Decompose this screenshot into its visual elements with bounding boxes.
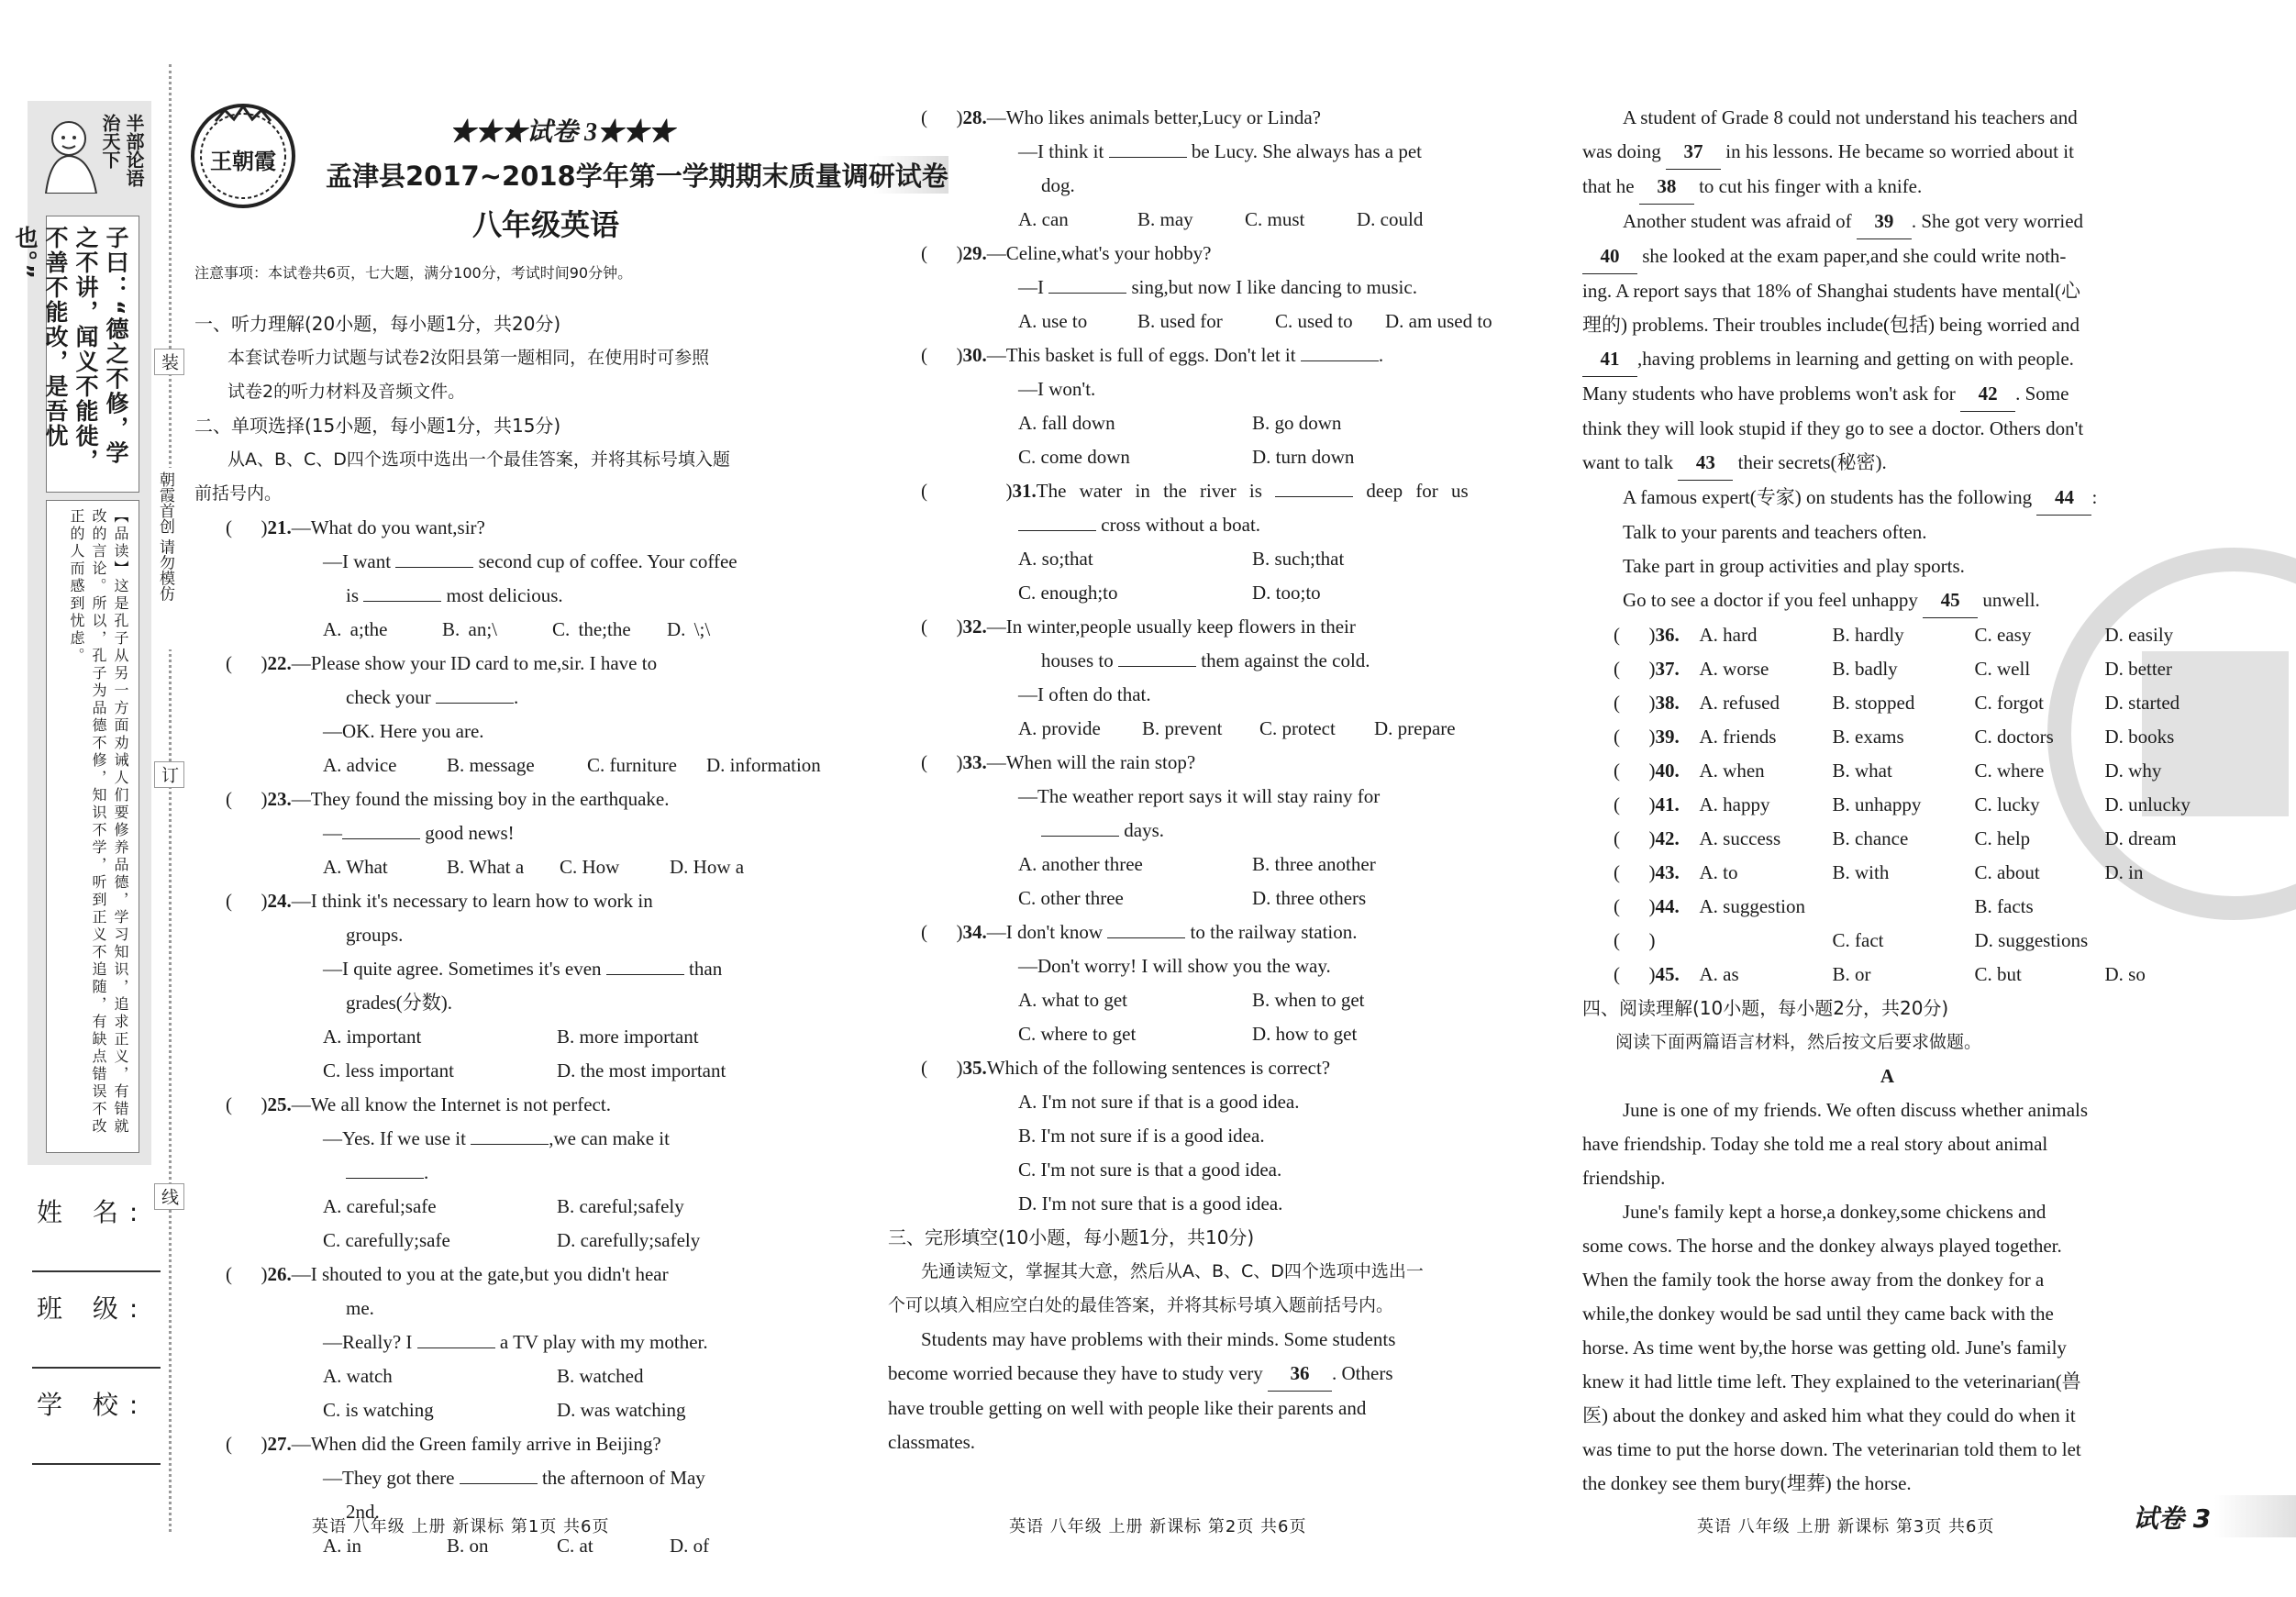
footer-page-3: 英语 八年级 上册 新课标 第3页 共6页 [1697, 1517, 1995, 1536]
question-30: ( )30.—This basket is full of eggs. Don't let it . —I won't. A. fall down B. go down C. come down D. turn down [921, 344, 1384, 468]
answer-bracket[interactable]: ( ) [226, 1093, 268, 1115]
question-34: ( )34.—I don't know to the railway station. —Don't worry! I will show you the way. A. what to get B. when to get C. where to get D. how to get [921, 921, 1365, 1045]
answer-bracket[interactable]: ( ) [226, 1263, 268, 1285]
passage-line: 理的) problems. Their troubles include(包括) being worried and [1582, 314, 2080, 336]
answer-bracket[interactable]: ( ) [1614, 895, 1656, 917]
passage-line: was doing 37 in his lessons. He became so worried about it [1582, 135, 2192, 170]
answer-bracket[interactable]: ( ) [921, 921, 963, 943]
option: A. refused [1699, 692, 1780, 714]
cloze-option-row [1582, 822, 2192, 856]
cloze-line-3: have trouble getting on well with people like their parents and [888, 1397, 1367, 1419]
footer-page-1: 英语 八年级 上册 新课标 第1页 共6页 [312, 1517, 610, 1536]
cloze-option-row [1582, 686, 2192, 720]
answer-bracket[interactable]: ( ) [921, 344, 963, 366]
option: D. started [2104, 692, 2180, 714]
blank[interactable] [460, 1483, 538, 1484]
passage-line: Take part in group activities and play sports. [1623, 555, 1965, 577]
option: C. easy [1974, 624, 2032, 646]
option: C. doctors [1974, 726, 2054, 748]
option: A. hard [1699, 624, 1758, 646]
option: C. forgot [1974, 692, 2044, 714]
question-21: ( )21.—What do you want,sir? —I want second cup of coffee. Your coffee is most delicious. A. a;the B. an;\ C. the;the D. \;\ [226, 516, 738, 640]
blank[interactable] [1118, 666, 1196, 667]
binding-label-ding: 订 [154, 761, 184, 788]
cloze-line-1: Students may have problems with their minds. Some students [921, 1328, 1396, 1350]
option: B. with [1832, 861, 1890, 883]
blank[interactable] [1107, 937, 1185, 938]
reading-line: have friendship. Today she told me a real story about animal [1582, 1133, 2048, 1155]
cloze-option-row [1582, 754, 2192, 788]
commentary-text: 【品读】这是孔子从另一方面劝诫人们要修养品德，学习知识，追求正义，有错就改的言论。所以，孔子为品德不修，知识不学，听到正义不追随，有缺点错误不改正的人而感到忧虑。 [68, 508, 129, 1136]
option: A. friends [1699, 726, 1777, 748]
binding-label-xian: 线 [154, 1183, 184, 1210]
section-2-title: 二、单项选择(15小题，每小题1分，共15分) [194, 415, 561, 437]
passage-line: Talk to your parents and teachers often. [1623, 521, 1927, 543]
blank[interactable] [395, 567, 473, 568]
class-field[interactable] [32, 1367, 161, 1369]
footer-tag [2091, 1495, 2296, 1537]
blank-37[interactable]: 37 [1666, 135, 1721, 170]
question-23: ( )23.—They found the missing boy in the earthquake. — good news! A. What B. What a C. How D. How a [226, 788, 745, 878]
brand-logo [188, 101, 298, 211]
answer-bracket[interactable]: ( ) [1614, 929, 1656, 951]
question-number: 37. [1655, 658, 1680, 680]
quote-box [12, 216, 139, 493]
reading-line: June is one of my friends. We often discuss whether animals [1623, 1099, 2089, 1121]
cloze-line-2: become worried because they have to study very 36 . Others [888, 1357, 1504, 1392]
reading-line: knew it had little time left. They explained to the veterinarian(兽 [1582, 1370, 2081, 1392]
section-1-title: 一、听力理解(20小题，每小题1分，共20分) [194, 313, 561, 335]
cloze-line-4: classmates. [888, 1431, 976, 1453]
reading-line: When the family took the horse away from the donkey for a [1582, 1269, 2045, 1291]
cloze-options [1582, 618, 2192, 992]
subject-title: 八年级英语 [472, 207, 620, 242]
answer-bracket[interactable]: ( ) [1614, 624, 1656, 646]
logo-text: 王朝霞 [210, 148, 276, 174]
question-25: ( )25.—We all know the Internet is not perfect. —Yes. If we use it ,we can make it . A. careful;safe B. careful;safely C. carefully;safe D. carefully;safely [226, 1093, 701, 1251]
option: A. when [1699, 760, 1765, 782]
blank-39[interactable]: 39 [1857, 205, 1912, 239]
passage-line: think they will look stupid if they go to see a doctor. Others don't [1582, 417, 2084, 439]
blank[interactable] [606, 974, 684, 975]
answer-bracket[interactable]: ( ) [921, 616, 963, 638]
footer-tag-text: 试卷 3 [2133, 1503, 2212, 1534]
answer-bracket[interactable]: ( ) [921, 751, 963, 773]
passage-line: 41 ,having problems in learning and getting on with people. [1582, 342, 2192, 377]
option: A. as [1699, 963, 1739, 985]
question-28: ( )28.—Who likes animals better,Lucy or Linda? —I think it be Lucy. She always has a pet dog. A. can B. may C. must D. could [921, 106, 1424, 230]
blank[interactable] [1018, 530, 1096, 531]
passage-line: Many students who have problems won't ask for 42 . Some [1582, 377, 2192, 412]
confucius-quote: 子曰：“德之不修，学之不讲，闻义不能徙，不善不能改，是吾忧也。” [12, 226, 129, 473]
answer-bracket[interactable]: ( ) [921, 106, 963, 128]
cloze-option-row [1582, 720, 2192, 754]
option: C. but [1974, 963, 2022, 985]
blank[interactable] [1048, 293, 1126, 294]
answer-bracket[interactable]: ( ) [1614, 658, 1656, 680]
option: B. stopped [1832, 692, 1915, 714]
option: C. about [1974, 861, 2040, 883]
answer-bracket[interactable]: ( ) [226, 788, 268, 810]
option: D. in [2104, 861, 2144, 883]
blank-41[interactable]: 41 [1582, 342, 1637, 377]
answer-bracket[interactable]: ( ) [1614, 963, 1656, 985]
option: B. hardly [1832, 624, 1904, 646]
passage-line: A famous expert(专家) on students has the following 44 : [1582, 481, 2192, 516]
option: B. exams [1832, 726, 1904, 748]
passage-line: A student of Grade 8 could not understand his teachers and [1623, 106, 2078, 128]
answer-bracket[interactable]: ( ) [1614, 793, 1656, 815]
comment-box [46, 500, 139, 1153]
question-32: ( )32.—In winter,people usually keep flowers in their houses to them against the cold. —I often do that. A. provide B. prevent C. protect D. prepare [921, 616, 1456, 739]
option: C. lucky [1974, 793, 2040, 815]
option: A. suggestion [1699, 895, 1805, 917]
option: D. books [2104, 726, 2175, 748]
option: D. why [2104, 760, 2162, 782]
question-number: 36. [1655, 624, 1680, 646]
question-26: ( )26.—I shouted to you at the gate,but you didn't hear me. —Really? I a TV play with my mother. A. watch B. watched C. is watching D. was watching [226, 1263, 708, 1421]
binding-label-zhuang: 装 [154, 349, 184, 375]
option: D. suggestions [1974, 929, 2089, 951]
option: B. badly [1832, 658, 1898, 680]
blank-43[interactable]: 43 [1678, 446, 1733, 481]
answer-bracket[interactable]: ( ) [921, 242, 963, 264]
question-24: ( )24.—I think it's necessary to learn how to work in groups. —I quite agree. Sometimes it's even than grades(分数). A. important B. more important C. less important D. the most important [226, 890, 727, 1081]
section-4-instruction: 阅读下面两篇语言材料，然后按文后要求做题。 [1615, 1032, 1982, 1052]
option: C. where [1974, 760, 2045, 782]
blank[interactable] [436, 703, 514, 704]
question-number: 40. [1655, 760, 1680, 782]
passage-a-heading: A [1880, 1065, 1895, 1087]
question-number: 39. [1655, 726, 1680, 748]
cloze-option-row [1582, 958, 2192, 992]
school-label: 学 校: [37, 1390, 150, 1420]
section-1-note-2: 试卷2的听力材料及音频文件。 [227, 382, 466, 402]
reading-line: was time to put the horse down. The veterinarian told them to let [1582, 1438, 2081, 1460]
question-number: 38. [1655, 692, 1680, 714]
seal-text: 半部论语治天下 [99, 114, 145, 187]
passage-line: want to talk 43 their secrets(秘密). [1582, 446, 2192, 481]
option: B. unhappy [1832, 793, 1922, 815]
blank-44[interactable]: 44 [2036, 481, 2091, 516]
reading-passage-a [1582, 1093, 2192, 1501]
option: C. help [1974, 827, 2031, 849]
question-33: ( )33.—When will the rain stop? —The weather report says it will stay rainy for days. A. another three B. three another C. other three D. three others [921, 751, 1381, 909]
option: D. so [2104, 963, 2146, 985]
blank[interactable] [417, 1347, 495, 1348]
sage-figure-icon [37, 116, 105, 194]
passage-line: that he 38 to cut his finger with a knife. [1582, 170, 2192, 205]
cloze-option-row [1582, 924, 2192, 958]
cloze-option-row [1582, 890, 2192, 924]
option: B. chance [1832, 827, 1909, 849]
reading-line: the donkey see them bury(埋葬) the horse. [1582, 1472, 1912, 1494]
name-field[interactable] [32, 1270, 161, 1272]
blank[interactable] [346, 1178, 424, 1179]
question-31: ( )31.The water in the river is deep for us cross without a boat. A. so;that B. such;that C. enough;to D. too;to [921, 480, 1469, 604]
option: D. dream [2104, 827, 2177, 849]
option: B. what [1832, 760, 1892, 782]
question-number: 45. [1655, 963, 1680, 985]
option: D. easily [2104, 624, 2174, 646]
option: A. success [1699, 827, 1781, 849]
section-3-instruction-2: 个可以填入相应空白处的最佳答案，并将其标号填入题前括号内。 [888, 1295, 1394, 1315]
option: B. facts [1974, 895, 2034, 917]
answer-bracket[interactable]: ( ) [1614, 827, 1656, 849]
answer-bracket[interactable]: ( ) [921, 1057, 963, 1079]
question-number: 42. [1655, 827, 1680, 849]
section-2-instruction-2: 前括号内。 [194, 483, 283, 504]
question-35: ( )35.Which of the following sentences is correct? A. I'm not sure if that is a good idea. B. I'm not sure if is a good idea. C. I'm not sure is that a good idea. D. I'm not sure that is a good idea. [921, 1057, 1331, 1214]
question-number: 43. [1655, 861, 1680, 883]
blank-36[interactable]: 36 [1268, 1357, 1332, 1392]
question-29: ( )29.—Celine,what's your hobby? —I sing,but now I like dancing to music. A. use to B. used for C. used to D. am used to [921, 242, 1492, 332]
column-2 [888, 101, 1504, 1459]
blank[interactable] [1041, 836, 1119, 837]
blank[interactable] [1301, 360, 1379, 361]
option: A. to [1699, 861, 1738, 883]
reading-line: while,the donkey would be sad until they came back with the [1582, 1303, 2054, 1325]
exam-title: 孟津县2017~2018学年第一学期期末质量调研试卷 [326, 156, 948, 194]
blank-45[interactable]: 45 [1923, 583, 1978, 618]
question-22: ( )22.—Please show your ID card to me,sir. I have to check your . —OK. Here you are. A. advice B. message C. furniture D. information [226, 652, 821, 776]
question-27: ( )27.—When did the Green family arrive in Beijing? —They got there the afternoon of May 2nd. A. in B. on C. at D. of [226, 1433, 710, 1557]
answer-bracket[interactable]: ( ) [921, 480, 1013, 502]
column-3 [1582, 101, 2192, 1501]
school-field[interactable] [32, 1463, 161, 1465]
option: C. fact [1832, 929, 1884, 951]
class-label: 班 级: [37, 1293, 150, 1324]
reading-line: some cows. The horse and the donkey always played together. [1582, 1235, 2062, 1257]
seal-box [28, 108, 151, 200]
reading-line: friendship. [1582, 1167, 1666, 1189]
section-1-note-1: 本套试卷听力试题与试卷2汝阳县第一题相同，在使用时可参照 [227, 348, 710, 368]
passage-line: 40 she looked at the exam paper,and she could write noth- [1582, 239, 2192, 274]
answer-bracket[interactable]: ( ) [1614, 760, 1656, 782]
option: D. better [2104, 658, 2172, 680]
reading-line: June's family kept a horse,a donkey,some chickens and [1623, 1201, 2046, 1223]
blank-40[interactable]: 40 [1582, 239, 1637, 274]
reading-line: 医) about the donkey and asked him what they could do when it [1582, 1404, 2076, 1426]
option: A. happy [1699, 793, 1770, 815]
answer-bracket[interactable]: ( ) [1614, 726, 1656, 748]
binding-line [169, 64, 172, 1532]
cloze-option-row [1582, 856, 2192, 890]
binding-label-copyright: 朝霞首创 请勿模仿 [154, 468, 176, 649]
section-3-title: 三、完形填空(10小题，每小题1分，共10分) [888, 1226, 1255, 1248]
blank[interactable] [1275, 496, 1353, 497]
reading-line: horse. As time went by,the horse was getting old. June's family [1582, 1336, 2067, 1359]
option: D. unlucky [2104, 793, 2191, 815]
blank-38[interactable]: 38 [1639, 170, 1694, 205]
answer-bracket[interactable]: ( ) [1614, 861, 1656, 883]
blank[interactable] [471, 1144, 549, 1145]
cloze-option-row [1582, 652, 2192, 686]
question-number: 41. [1655, 793, 1680, 815]
column-1 [194, 307, 821, 1563]
answer-bracket[interactable]: ( ) [1614, 692, 1656, 714]
blank[interactable] [363, 601, 441, 602]
answer-bracket[interactable]: ( ) [226, 1433, 268, 1455]
answer-bracket[interactable]: ( ) [226, 516, 268, 538]
blank-42[interactable]: 42 [1960, 377, 2015, 412]
paper-number: ★★★试卷 3★★★ [449, 118, 675, 147]
passage-line: Another student was afraid of 39 . She got very worried [1582, 205, 2192, 239]
cloze-option-row [1582, 788, 2192, 822]
section-2-instruction-1: 从A、B、C、D四个选项中选出一个最佳答案，并将其标号填入题 [227, 449, 730, 470]
option: C. well [1974, 658, 2031, 680]
section-3-instruction-1: 先通读短文，掌握其大意，然后从A、B、C、D四个选项中选出一 [921, 1261, 1424, 1281]
footer-page-2: 英语 八年级 上册 新课标 第2页 共6页 [1009, 1517, 1307, 1536]
passage-line: ing. A report says that 18% of Shanghai students have mental(心 [1582, 280, 2080, 302]
cloze-option-row [1582, 618, 2192, 652]
answer-bracket[interactable]: ( ) [226, 890, 268, 912]
blank[interactable] [342, 838, 420, 839]
question-number: 44. [1655, 895, 1680, 917]
section-4-title: 四、阅读理解(10小题，每小题2分，共20分) [1582, 997, 1949, 1019]
exam-notice: 注意事项：本试卷共6页，七大题，满分100分，考试时间90分钟。 [194, 264, 633, 282]
passage-line: Go to see a doctor if you feel unhappy 45 unwell. [1582, 583, 2192, 618]
name-label: 姓 名: [37, 1197, 150, 1227]
answer-bracket[interactable]: ( ) [226, 652, 268, 674]
option: B. or [1832, 963, 1871, 985]
blank[interactable] [1109, 157, 1187, 158]
option: A. worse [1699, 658, 1769, 680]
